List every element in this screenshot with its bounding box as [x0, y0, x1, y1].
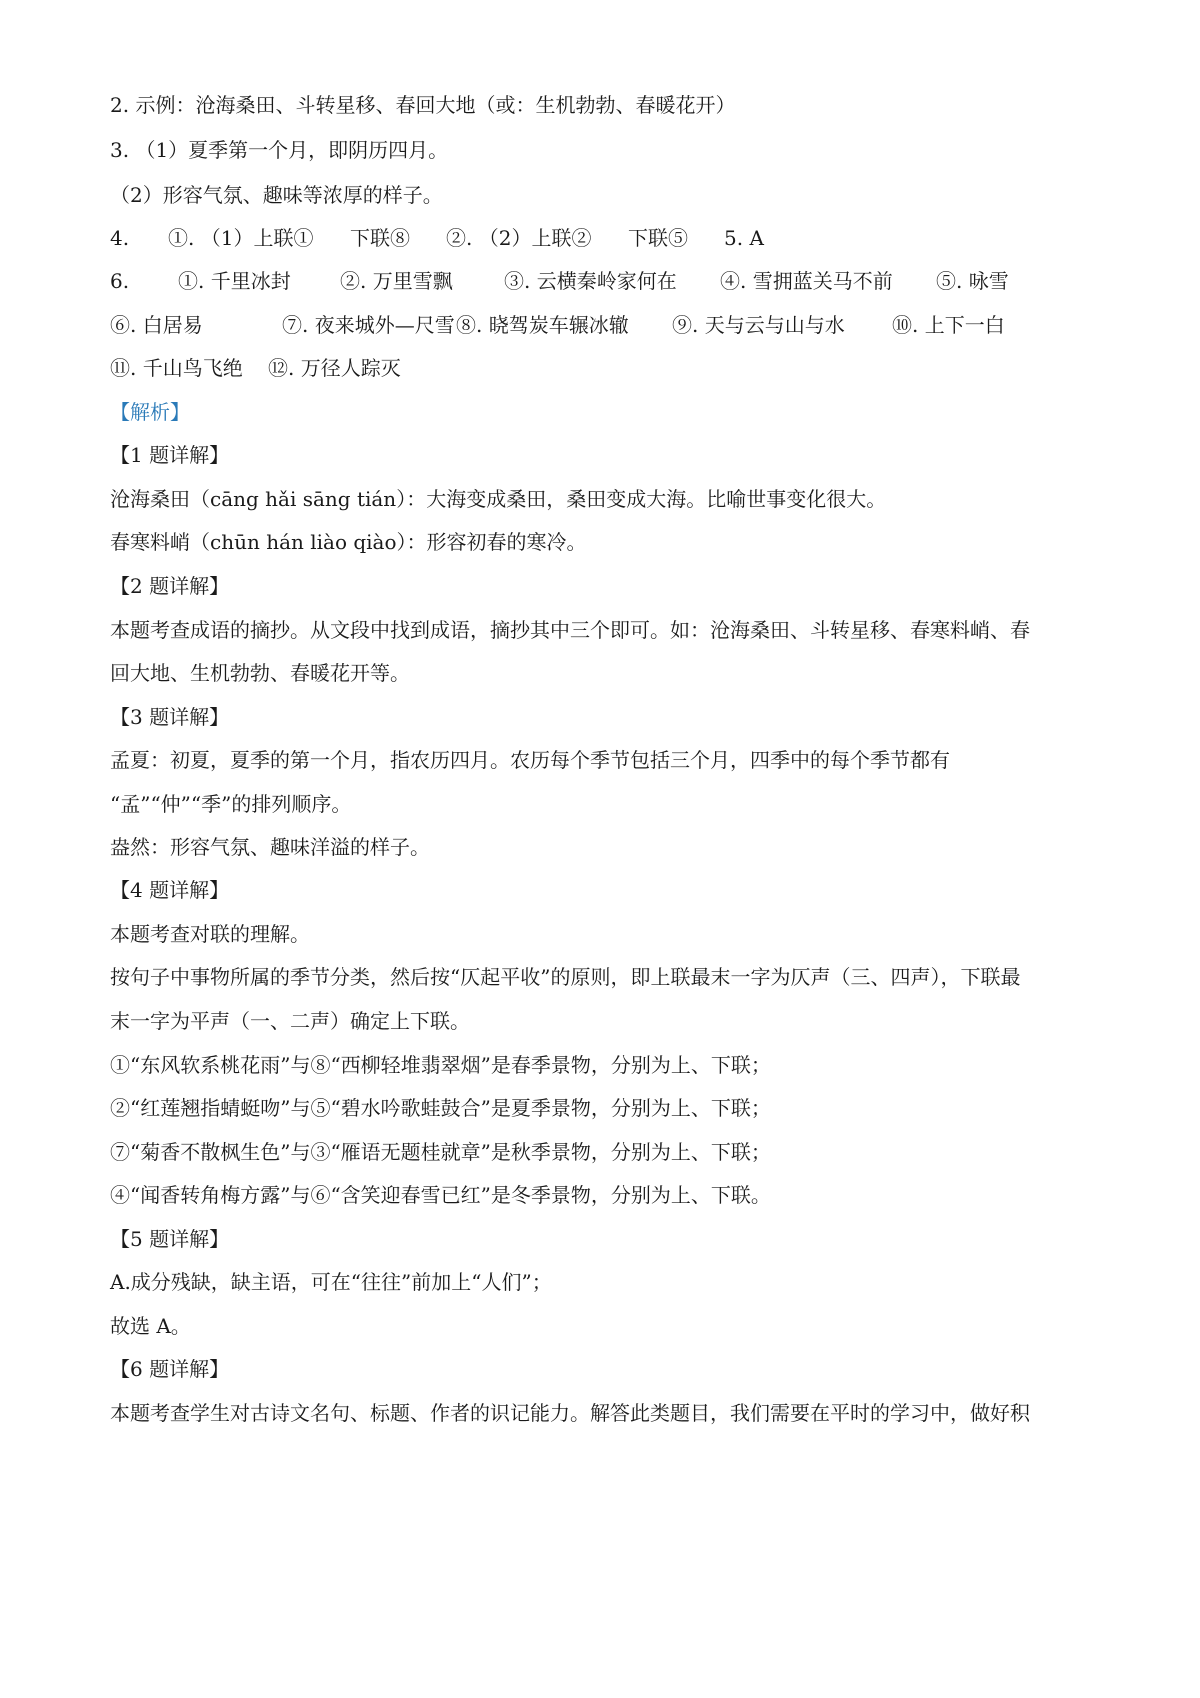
answer-4-number: 4.	[110, 226, 130, 250]
answer-4-row	[110, 223, 1090, 253]
answer-6-item: ⑫. 万径人踪灭	[268, 356, 401, 380]
q4-line: ①“东风软系桃花雨”与⑧“西柳轻堆翡翠烟”是春季景物，分别为上、下联；	[110, 1053, 771, 1077]
q1-line: 春寒料峭（chūn hán liào qiào）：形容初春的寒冷。	[110, 530, 587, 554]
answer-4-c4: 下联⑤	[628, 226, 688, 250]
analysis-label: 【解析】	[110, 400, 190, 424]
q4-line: ②“红莲翘指蜻蜓吻”与⑤“碧水吟歌蛙鼓合”是夏季景物，分别为上、下联；	[110, 1096, 771, 1120]
answer-6-number: 6.	[110, 269, 130, 293]
q4-line: 按句子中事物所属的季节分类，然后按“仄起平收”的原则，即上联最末一字为仄声（三、四声），下联最	[110, 965, 1021, 989]
answer-6-row-1	[110, 266, 1090, 296]
answer-6-item: ⑪. 千山鸟飞绝	[110, 356, 243, 380]
q6-heading: 【6 题详解】	[110, 1357, 230, 1381]
answer-2: 2. 示例：沧海桑田、斗转星移、春回大地（或：生机勃勃、春暖花开）	[110, 93, 736, 117]
q3-line: 盎然：形容气氛、趣味洋溢的样子。	[110, 835, 430, 859]
answer-4-c3: ②. （2）上联②	[446, 226, 592, 250]
answer-3-part-2: （2）形容气氛、趣味等浓厚的样子。	[110, 183, 443, 207]
answer-5: 5. A	[724, 226, 764, 250]
answer-6-item: ⑨. 天与云与山与水	[672, 313, 845, 337]
q4-line: 末一字为平声（一、二声）确定上下联。	[110, 1009, 470, 1033]
q3-heading: 【3 题详解】	[110, 705, 230, 729]
answer-6-item: ⑩. 上下一白	[892, 313, 1005, 337]
answer-6-row-2	[110, 310, 1090, 340]
q2-line: 回大地、生机勃勃、春暖花开等。	[110, 661, 410, 685]
answer-4-c2: 下联⑧	[350, 226, 410, 250]
answer-6-item: ③. 云横秦岭家何在	[504, 269, 677, 293]
answer-6-row-3	[110, 353, 1090, 383]
q5-line: 故选 A。	[110, 1314, 191, 1338]
q1-line: 沧海桑田（cāng hǎi sāng tián）：大海变成桑田，桑田变成大海。比喻世事变化很大。	[110, 487, 887, 511]
answer-6-item: ⑥. 白居易	[110, 313, 203, 337]
answer-6-item: ⑤. 咏雪	[936, 269, 1009, 293]
q4-line: 本题考查对联的理解。	[110, 922, 310, 946]
answer-3-part-1: 3. （1）夏季第一个月，即阴历四月。	[110, 138, 449, 162]
q6-line: 本题考查学生对古诗文名句、标题、作者的识记能力。解答此类题目，我们需要在平时的学习中，做好积	[110, 1401, 1030, 1425]
answer-6-item: ④. 雪拥蓝关马不前	[720, 269, 893, 293]
q5-line: A.成分残缺，缺主语，可在“往往”前加上“人们”；	[110, 1270, 552, 1294]
q1-heading: 【1 题详解】	[110, 443, 230, 467]
q2-line: 本题考查成语的摘抄。从文段中找到成语，摘抄其中三个即可。如：沧海桑田、斗转星移、春寒料峭、春	[110, 618, 1030, 642]
q2-heading: 【2 题详解】	[110, 574, 230, 598]
q3-line: 孟夏：初夏，夏季的第一个月，指农历四月。农历每个季节包括三个月，四季中的每个季节都有	[110, 748, 950, 772]
q3-line: “孟”“仲”“季”的排列顺序。	[110, 792, 352, 816]
answer-4-c1: ①. （1）上联①	[168, 226, 314, 250]
answer-6-item: ⑧. 晓驾炭车辗冰辙	[456, 313, 629, 337]
answer-6-item: ①. 千里冰封	[178, 269, 291, 293]
answer-6-item: ⑦. 夜来城外—尺雪	[282, 313, 455, 337]
q4-heading: 【4 题详解】	[110, 878, 230, 902]
q4-line: ④“闻香转角梅方露”与⑥“含笑迎春雪已红”是冬季景物，分别为上、下联。	[110, 1183, 771, 1207]
q5-heading: 【5 题详解】	[110, 1227, 230, 1251]
q4-line: ⑦“菊香不散枫生色”与③“雁语无题桂就章”是秋季景物，分别为上、下联；	[110, 1140, 771, 1164]
answer-6-item: ②. 万里雪飘	[340, 269, 453, 293]
